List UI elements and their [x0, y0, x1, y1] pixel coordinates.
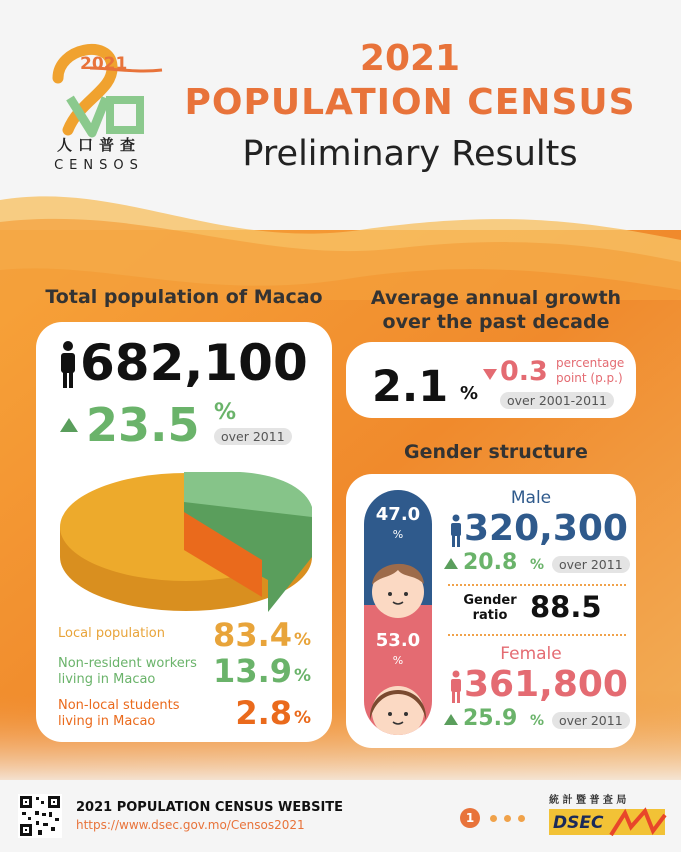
average-growth-value: 2.1	[372, 362, 449, 412]
growth-change-unit: percentage point (p.p.)	[556, 356, 625, 385]
female-title: Female	[500, 644, 562, 664]
non-local-students-label: Non-local students living in Macao	[58, 698, 180, 729]
total-growth-unit: %	[214, 400, 237, 425]
local-population-unit: %	[294, 630, 312, 650]
page-subtitle: Preliminary Results	[242, 134, 578, 174]
gender-split-bar	[364, 490, 432, 735]
female-share-unit: %	[392, 654, 404, 667]
gender-structure-heading: Gender structure	[404, 441, 588, 463]
page-indicator-dot[interactable]	[518, 815, 525, 822]
dsec-chinese-name: 統 計 暨 普 查 局	[549, 795, 627, 806]
male-share-unit: %	[392, 528, 404, 541]
male-share-value: 47.0	[375, 504, 421, 525]
local-population-value: 83.4	[213, 616, 292, 654]
down-arrow-icon	[483, 369, 497, 380]
non-local-students-value: 2.8	[235, 694, 292, 732]
local-population-label: Local population	[58, 626, 166, 641]
logo-chinese-text: 人口普查	[56, 136, 141, 154]
male-population-number: 320,300	[464, 508, 628, 549]
total-growth-note: over 2011	[214, 428, 292, 445]
logo-censos-text: CENSOS	[54, 158, 144, 173]
average-growth-unit: %	[460, 383, 479, 404]
page-title: POPULATION CENSUS	[184, 82, 636, 123]
female-share-value: 53.0	[375, 630, 421, 651]
divider	[448, 634, 626, 636]
gender-ratio-value: 88.5	[530, 590, 602, 624]
title-year: 2021	[359, 38, 461, 79]
footer-website-link[interactable]: https://www.dsec.gov.mo/Censos2021	[76, 818, 305, 832]
growth-change-note: over 2001-2011	[500, 392, 614, 409]
boy-face-icon	[372, 564, 424, 618]
footer-website-title: 2021 POPULATION CENSUS WEBSITE	[76, 800, 344, 815]
female-population-number: 361,800	[464, 664, 628, 705]
non-local-students-unit: %	[294, 708, 312, 728]
female-growth-unit: %	[530, 713, 545, 729]
divider	[448, 584, 626, 586]
dsec-label: DSEC	[553, 813, 604, 833]
male-up-arrow-icon	[444, 558, 458, 569]
male-growth-note: over 2011	[552, 556, 630, 573]
logo-year: 2021	[80, 54, 128, 74]
male-person-icon	[449, 514, 463, 548]
female-up-arrow-icon	[444, 714, 458, 725]
male-growth-unit: %	[530, 557, 545, 573]
qr-code-icon[interactable]	[18, 794, 62, 838]
non-resident-workers-value: 13.9	[213, 652, 292, 690]
page-indicator-current[interactable]: 1	[460, 808, 480, 828]
up-arrow-icon	[60, 418, 78, 432]
gender-ratio-label: Gender ratio	[463, 593, 517, 623]
person-icon	[58, 340, 78, 390]
population-pie-chart	[50, 462, 322, 612]
growth-change-value: 0.3	[500, 356, 548, 387]
page-indicator-dot[interactable]	[490, 815, 497, 822]
dsec-logo	[549, 791, 667, 839]
male-growth-value: 20.8	[463, 550, 518, 575]
non-resident-workers-unit: %	[294, 666, 312, 686]
total-population-heading: Total population of Macao	[45, 286, 323, 308]
page-indicator-dot[interactable]	[504, 815, 511, 822]
total-growth-value: 23.5	[86, 398, 200, 452]
non-resident-workers-label: Non-resident workers living in Macao	[58, 656, 197, 687]
female-growth-note: over 2011	[552, 712, 630, 729]
male-title: Male	[510, 488, 552, 508]
average-growth-heading: Average annual growth over the past decade	[370, 287, 622, 333]
total-population-number: 682,100	[80, 334, 308, 392]
female-growth-value: 25.9	[463, 706, 518, 731]
female-person-icon	[449, 670, 463, 704]
